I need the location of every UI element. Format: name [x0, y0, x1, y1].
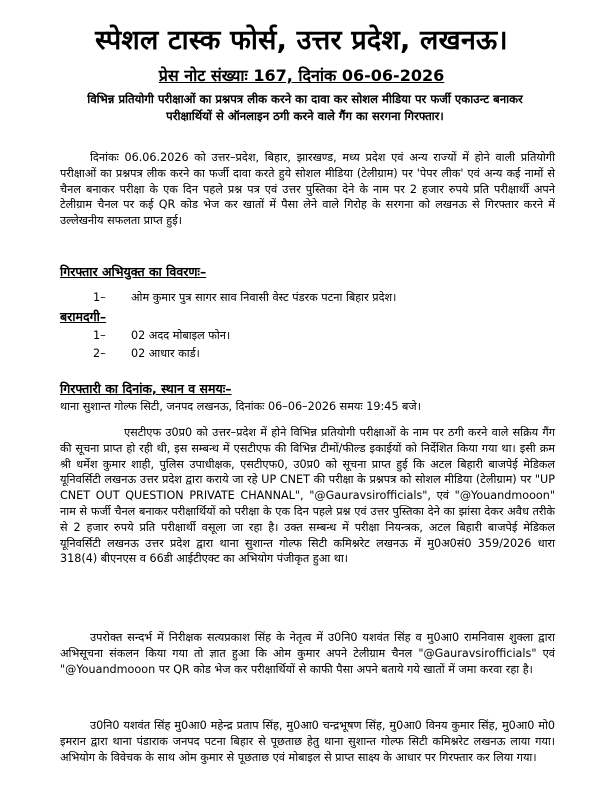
list-item-text: 02 आधार कार्ड।: [131, 347, 200, 360]
list-item-number: 2–: [93, 347, 106, 360]
intro-text: दिनांकः 06.06.2026 को उत्तर–प्रदेश, बिहार, झारखण्ड, मध्य प्रदेश एवं अन्य राज्यों में होने वाली प्रतियोगी परीक्षाओं का प्रश्नपत्र लीक करने का फर्जी दावा करते हुये सोशल मीडिया (टेलीग्राम) पर 'पेपर लीक' एवं अन्य कई नामों से चैनल बनाकर परीक्षा के एक दिन पहले प्रश्न पत्र एवं उत्तर पुस्तिका देने के नाम पर 2 हजार रुपये प्रति परीक्षार्थी अपने टेलीग्राम चैनल पर कई QR कोड भेज कर खातों में पैसा लेने वाले गिरोह के सरगना को लखनऊ से गिरफ्तार करने में उल्लेखनीय सफलता प्राप्त हुई।: [60, 151, 555, 228]
list-item: [93, 346, 200, 361]
recovery-heading: बरामदगी–: [60, 309, 107, 324]
list-item: [93, 290, 396, 305]
arrest-heading: गिरफ्तारी का दिनांक, स्थान व समयः–: [60, 381, 232, 396]
paragraph-text: एसटीएफ उ0प्र0 को उत्तर–प्रदेश में होने विभिन्न प्रतियोगी परीक्षाओं के नाम पर ठगी करने वाले सक्रिय गैंग की सूचना प्राप्त हो रही थी, इस सम्बन्ध में एसटीएफ की विभिन्न टीमों/फील्ड इकाईयों को निर्देशित किया गया था। इसी क्रम श्री धर्मेश कुमार शाही, पुलिस उपाधीक्षक, एसटीएफ0, उ0प्र0 को सूचना प्राप्त हुई कि अटल बिहारी बाजपेई मेडिकल यूनिवर्सिटी लखनऊ उत्तर प्रदेश द्वारा कराये जा रहे UP CNET की परीक्षा के प्रश्नपत्र को सोशल मीडिया (टेलीग्राम) पर "UP CNET OUT QUESTION PRIVATE CHANNAL", "@Gauravsirofficials", एवं "@Youandmooon" नाम से फर्जी चैनल बनाकर परीक्षार्थियों को परीक्षा के एक दिन पहले प्रश्न एवं उत्तर पुस्तिका देने का झांसा देकर अवैध तरीके से 2 हजार रुपये प्रति परीक्षार्थी वसूला जा रहा है। उक्त सम्बन्ध में परीक्षा नियन्त्रक, अटल बिहारी बाजपेई मेडिकल यूनिवर्सिटी लखनऊ उत्तर प्रदेश द्वारा थाना सुशान्त गोल्फ सिटी कमिश्नरेट लखनऊ में मु0अ0सं0 359/2026 धारा 318(4) बीएनएस व 66डी आईटीएक्ट का अभियोग पंजीकृत हुआ था।: [60, 426, 555, 566]
subject-line: विभिन्न प्रतियोगी परीक्षाओं का प्रश्नपत्र लीक करने का दावा कर सोशल मीडिया पर फर्जी एकाउन्ट बनाकर परीक्षार्थियों से ऑनलाइन ठगी करने वाले गैंग का सरगना गिरफ्तार।: [87, 92, 523, 123]
accused-heading: गिरफ्तार अभियुक्त का विवरणः–: [60, 264, 207, 279]
list-item: [93, 328, 230, 343]
intro-paragraph: [60, 150, 555, 229]
paragraph: [60, 425, 555, 567]
paragraph: [60, 718, 555, 765]
list-item-text: 02 अदद मोबाइल फोन।: [131, 329, 231, 342]
list-item-number: 1–: [93, 329, 106, 342]
page-title: स्पेशल टास्क फोर्स, उत्तर प्रदेश, लखनऊ।: [95, 25, 508, 56]
press-note-number: प्रेस नोट संख्याः 167, दिनांक 06-06-2026: [158, 66, 445, 85]
list-item-text: ओम कुमार पुत्र सागर साव निवासी वेस्ट पंडरक पटना बिहार प्रदेश।: [131, 291, 397, 304]
paragraph-text: उ0नि0 यशवंत सिंह मु0आ0 महेन्द्र प्रताप सिंह, मु0आ0 चन्द्रभूषण सिंह, मु0आ0 विनय कुमार सिंह, मु0आ0 मो0 इमरान द्वारा थाना पंडाराक जनपद पटना बिहार से पूछताछ हेतु थाना सुशान्त गोल्फ सिटी कमिश्नरेट लखनऊ लाया गया। अभियोग के विवेचक के साथ ओम कुमार से पूछताछ एवं मोबाइल से प्राप्त साक्ष्य के आधार पर गिरफ्तार कर लिया गया।: [60, 719, 555, 764]
paragraph-text: उपरोक्त सन्दर्भ में निरीक्षक सत्यप्रकाश सिंह के नेतृत्व में उ0नि0 यशवंत सिंह व मु0आ0 रामनिवास शुक्ला द्वारा अभिसूचना संकलन किया गया तो ज्ञात हुआ कि ओम कुमार अपने टेलीग्राम चैनल "@Gauravsirofficials" एवं "@Youandmooon पर QR कोड भेज कर परीक्षार्थियों से काफी पैसा अपने बताये गये खातों में जमा करवा रहा है।: [60, 631, 555, 676]
paragraph: [60, 630, 555, 677]
list-item-number: 1–: [93, 291, 106, 304]
arrest-details: थाना सुशान्त गोल्फ सिटी, जनपद लखनऊ, दिनांकः 06–06–2026 समयः 19:45 बजे।: [60, 400, 421, 413]
